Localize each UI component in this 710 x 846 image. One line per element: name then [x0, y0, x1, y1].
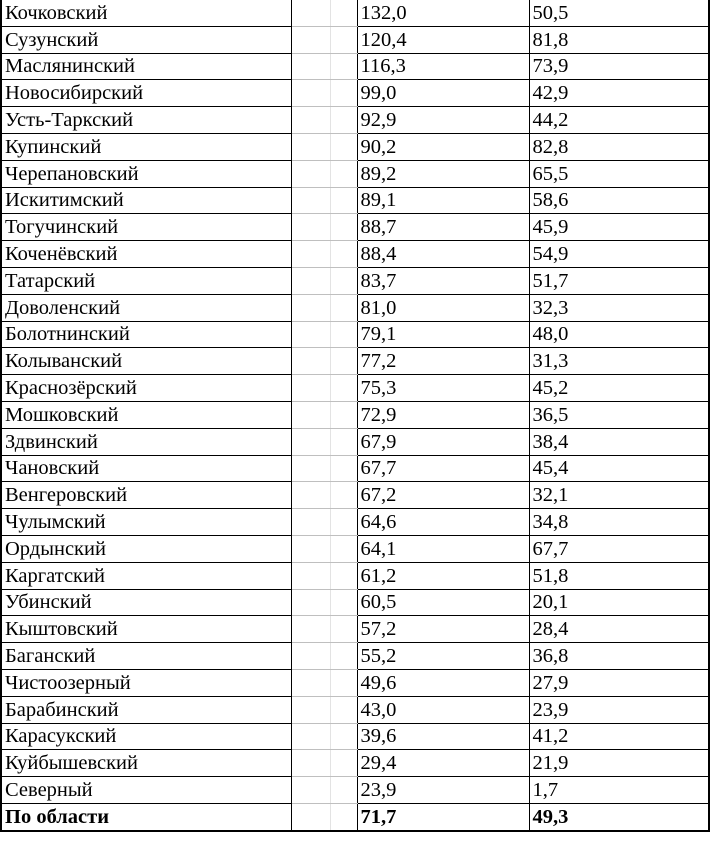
value2-cell[interactable]: 73,9: [529, 53, 709, 80]
value1-cell[interactable]: 39,6: [357, 723, 529, 750]
empty-cell[interactable]: [291, 723, 357, 750]
district-cell[interactable]: Барабинский: [1, 696, 291, 723]
empty-cell[interactable]: [291, 669, 357, 696]
district-cell[interactable]: Искитимский: [1, 187, 291, 214]
table-row: [1, 535, 709, 562]
district-cell[interactable]: Краснозёрский: [1, 375, 291, 402]
table-row: [1, 482, 709, 509]
district-cell[interactable]: Чановский: [1, 455, 291, 482]
empty-cell[interactable]: [291, 26, 357, 53]
empty-cell[interactable]: [291, 696, 357, 723]
value2-cell[interactable]: 38,4: [529, 428, 709, 455]
value2-cell[interactable]: 27,9: [529, 669, 709, 696]
district-cell[interactable]: Карасукский: [1, 723, 291, 750]
value1-cell[interactable]: 29,4: [357, 750, 529, 777]
value2-cell[interactable]: 45,2: [529, 375, 709, 402]
value2-cell[interactable]: 20,1: [529, 589, 709, 616]
table-row: [1, 455, 709, 482]
value2-cell[interactable]: 45,4: [529, 455, 709, 482]
district-cell[interactable]: Усть-Таркский: [1, 107, 291, 134]
table-row: [1, 375, 709, 402]
value2-cell[interactable]: 42,9: [529, 80, 709, 107]
value1-cell[interactable]: 83,7: [357, 267, 529, 294]
empty-cell[interactable]: [291, 241, 357, 268]
value1-cell[interactable]: 23,9: [357, 777, 529, 804]
district-cell[interactable]: Убинский: [1, 589, 291, 616]
district-cell[interactable]: Тогучинский: [1, 214, 291, 241]
value2-cell[interactable]: 58,6: [529, 187, 709, 214]
value1-cell[interactable]: 64,1: [357, 535, 529, 562]
value1-cell[interactable]: 81,0: [357, 294, 529, 321]
table-row: [1, 589, 709, 616]
value1-cell[interactable]: 75,3: [357, 375, 529, 402]
district-cell[interactable]: Сузунский: [1, 26, 291, 53]
empty-cell[interactable]: [291, 509, 357, 536]
empty-cell[interactable]: [291, 107, 357, 134]
value2-cell[interactable]: 28,4: [529, 616, 709, 643]
empty-cell[interactable]: [291, 80, 357, 107]
district-cell[interactable]: Куйбышевский: [1, 750, 291, 777]
district-cell[interactable]: Купинский: [1, 133, 291, 160]
value1-cell[interactable]: 67,2: [357, 482, 529, 509]
empty-cell[interactable]: [291, 535, 357, 562]
empty-cell[interactable]: [291, 160, 357, 187]
value1-cell[interactable]: 92,9: [357, 107, 529, 134]
empty-cell[interactable]: [291, 267, 357, 294]
district-cell[interactable]: Новосибирский: [1, 80, 291, 107]
value2-cell[interactable]: 31,3: [529, 348, 709, 375]
empty-cell[interactable]: [291, 589, 357, 616]
table-row: [1, 696, 709, 723]
value2-cell[interactable]: 32,1: [529, 482, 709, 509]
value2-cell[interactable]: 34,8: [529, 509, 709, 536]
value1-cell[interactable]: 64,6: [357, 509, 529, 536]
value2-cell[interactable]: 32,3: [529, 294, 709, 321]
total-row: [1, 803, 709, 830]
empty-cell[interactable]: [291, 643, 357, 670]
empty-cell[interactable]: [291, 616, 357, 643]
value1-cell[interactable]: 116,3: [357, 53, 529, 80]
table-row: [1, 348, 709, 375]
district-cell[interactable]: Доволенский: [1, 294, 291, 321]
table-row: [1, 294, 709, 321]
value2-cell[interactable]: 36,8: [529, 643, 709, 670]
district-cell[interactable]: Здвинский: [1, 428, 291, 455]
value1-cell[interactable]: 67,7: [357, 455, 529, 482]
value1-cell[interactable]: 89,2: [357, 160, 529, 187]
empty-cell[interactable]: [291, 562, 357, 589]
table-row: [1, 616, 709, 643]
table-row: [1, 160, 709, 187]
value2-cell[interactable]: 21,9: [529, 750, 709, 777]
value1-cell[interactable]: 67,9: [357, 428, 529, 455]
empty-cell[interactable]: [291, 750, 357, 777]
value2-cell[interactable]: 41,2: [529, 723, 709, 750]
value2-cell[interactable]: 23,9: [529, 696, 709, 723]
table-row: [1, 187, 709, 214]
value1-cell[interactable]: 49,6: [357, 669, 529, 696]
district-cell[interactable]: Мошковский: [1, 401, 291, 428]
value2-cell[interactable]: 48,0: [529, 321, 709, 348]
table-row: [1, 643, 709, 670]
table-row: [1, 428, 709, 455]
empty-cell[interactable]: [291, 214, 357, 241]
value2-cell[interactable]: 44,2: [529, 107, 709, 134]
empty-cell[interactable]: [291, 187, 357, 214]
value2-cell[interactable]: 50,5: [529, 0, 709, 26]
value2-cell[interactable]: 45,9: [529, 214, 709, 241]
empty-cell[interactable]: [291, 375, 357, 402]
table-row: [1, 133, 709, 160]
table-row: [1, 0, 709, 26]
value2-cell[interactable]: 36,5: [529, 401, 709, 428]
empty-cell[interactable]: [291, 348, 357, 375]
value1-cell[interactable]: 57,2: [357, 616, 529, 643]
value2-cell[interactable]: 51,8: [529, 562, 709, 589]
table-row: [1, 241, 709, 268]
value1-cell[interactable]: 120,4: [357, 26, 529, 53]
empty-cell[interactable]: [291, 133, 357, 160]
table-row: [1, 750, 709, 777]
empty-cell[interactable]: [291, 53, 357, 80]
district-cell[interactable]: Баганский: [1, 643, 291, 670]
empty-cell[interactable]: [291, 777, 357, 804]
value1-cell[interactable]: 88,4: [357, 241, 529, 268]
value2-cell[interactable]: 81,8: [529, 26, 709, 53]
district-cell[interactable]: Северный: [1, 777, 291, 804]
district-cell[interactable]: Каргатский: [1, 562, 291, 589]
table-row: [1, 669, 709, 696]
value1-cell[interactable]: 90,2: [357, 133, 529, 160]
empty-cell[interactable]: [291, 803, 357, 830]
table-row: [1, 107, 709, 134]
value2-cell[interactable]: 1,7: [529, 777, 709, 804]
value1-cell[interactable]: 71,7: [357, 803, 529, 830]
value2-cell[interactable]: 51,7: [529, 267, 709, 294]
table-row: [1, 562, 709, 589]
empty-cell[interactable]: [291, 0, 357, 26]
empty-cell[interactable]: [291, 428, 357, 455]
district-cell[interactable]: Татарский: [1, 267, 291, 294]
table-row: [1, 723, 709, 750]
value1-cell[interactable]: 89,1: [357, 187, 529, 214]
district-cell[interactable]: Кыштовский: [1, 616, 291, 643]
district-cell[interactable]: Ордынский: [1, 535, 291, 562]
district-cell[interactable]: По области: [1, 803, 291, 830]
value1-cell[interactable]: 60,5: [357, 589, 529, 616]
empty-cell[interactable]: [291, 321, 357, 348]
value2-cell[interactable]: 65,5: [529, 160, 709, 187]
value1-cell[interactable]: 88,7: [357, 214, 529, 241]
value1-cell[interactable]: 43,0: [357, 696, 529, 723]
value1-cell[interactable]: 99,0: [357, 80, 529, 107]
value2-cell[interactable]: 49,3: [529, 803, 709, 830]
value1-cell[interactable]: 72,9: [357, 401, 529, 428]
district-cell[interactable]: Чистоозерный: [1, 669, 291, 696]
district-cell[interactable]: Болотнинский: [1, 321, 291, 348]
district-cell[interactable]: Маслянинский: [1, 53, 291, 80]
table-body: [1, 0, 709, 831]
table-row: [1, 80, 709, 107]
district-cell[interactable]: Кочковский: [1, 0, 291, 26]
value2-cell[interactable]: 54,9: [529, 241, 709, 268]
value1-cell[interactable]: 79,1: [357, 321, 529, 348]
value1-cell[interactable]: 77,2: [357, 348, 529, 375]
table-row: [1, 267, 709, 294]
table-row: [1, 401, 709, 428]
district-cell[interactable]: Черепановский: [1, 160, 291, 187]
district-cell[interactable]: Коченёвский: [1, 241, 291, 268]
value2-cell[interactable]: 67,7: [529, 535, 709, 562]
empty-cell[interactable]: [291, 455, 357, 482]
table-row: [1, 509, 709, 536]
table-row: [1, 321, 709, 348]
empty-cell[interactable]: [291, 401, 357, 428]
table-row: [1, 53, 709, 80]
table-row: [1, 777, 709, 804]
value2-cell[interactable]: 82,8: [529, 133, 709, 160]
district-cell[interactable]: Колыванский: [1, 348, 291, 375]
empty-cell[interactable]: [291, 294, 357, 321]
value1-cell[interactable]: 55,2: [357, 643, 529, 670]
empty-cell[interactable]: [291, 482, 357, 509]
district-cell[interactable]: Венгеровский: [1, 482, 291, 509]
district-cell[interactable]: Чулымский: [1, 509, 291, 536]
table-row: [1, 214, 709, 241]
value1-cell[interactable]: 61,2: [357, 562, 529, 589]
value1-cell[interactable]: 132,0: [357, 0, 529, 26]
table-row: [1, 26, 709, 53]
